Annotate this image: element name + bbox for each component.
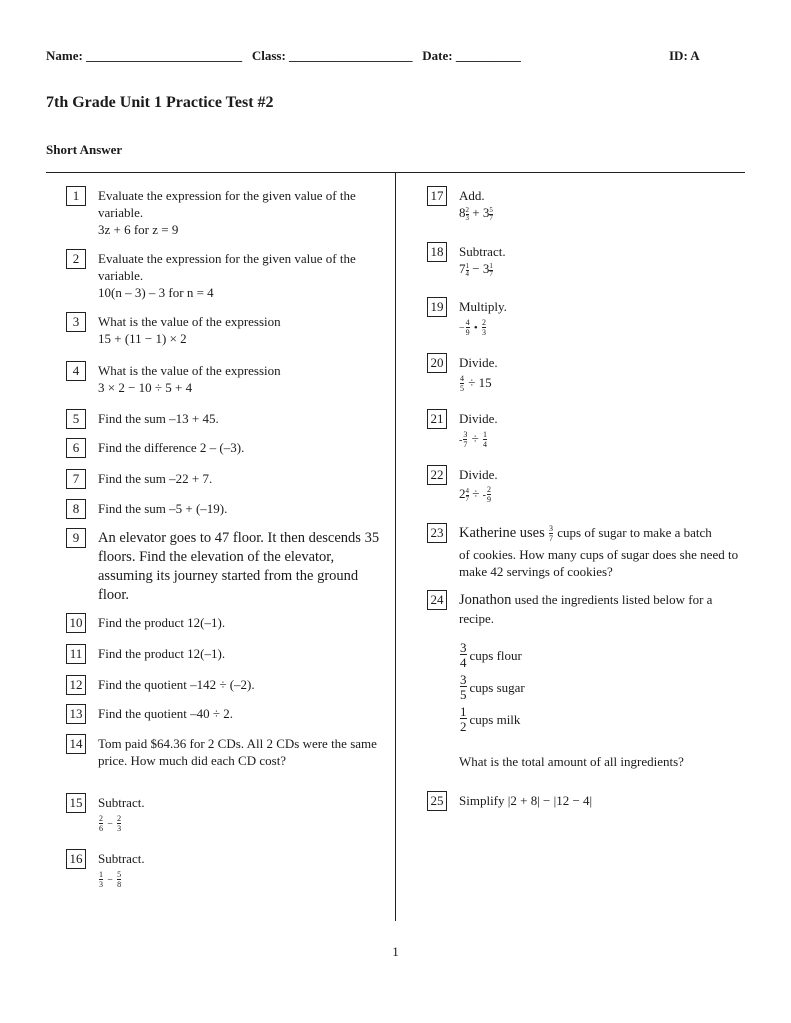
test-id: ID: A xyxy=(669,48,700,63)
question-text: Evaluate the expression for the given value of the variable. xyxy=(98,251,356,283)
question-expression: 2 $\frac{4}{7}$ ÷ - $\frac{2}{9}$ xyxy=(459,485,491,505)
question-text: Find the sum –5 + (–19). xyxy=(98,501,228,516)
question-label: Multiply. xyxy=(459,299,507,314)
question-expression: 15 + (11 − 1) × 2 xyxy=(98,331,187,346)
question-expression: $\frac{4}{5}$ ÷ 15 xyxy=(460,374,492,394)
fraction: $\frac{2}{3}$ xyxy=(482,318,486,338)
date-field[interactable]: Date: __________ xyxy=(422,48,521,63)
question-subprompt: What is the total amount of all ingredients? xyxy=(459,754,684,769)
question-label: Subtract. xyxy=(459,244,506,259)
question-text: What is the value of the expression xyxy=(98,363,281,378)
fraction: $\frac{4}{9}$ xyxy=(465,318,470,338)
question-expression: 8 $\frac{2}{3}$ + 3 $\frac{5}{7}$ xyxy=(459,205,493,222)
question-expression: − $\frac{4}{9}$ • $\frac{2}{3}$ xyxy=(459,318,486,338)
fraction: $\frac{2}{3}$ xyxy=(117,814,122,834)
question-expression: $\frac{2}{6}$ − $\frac{2}{3}$ xyxy=(99,814,122,834)
question-text-continued: of cookies. How many cups of sugar does she need to make 42 servings of cookies? xyxy=(459,547,739,580)
fraction: $\frac{1}{4}$ xyxy=(482,430,487,450)
question-number: 18 xyxy=(427,242,447,262)
class-field[interactable]: Class: ___________________ xyxy=(251,48,413,63)
question-number: 3 xyxy=(66,312,86,332)
question-text: An elevator goes to 47 floor. It then descends 35 floors. Find the elevation of the elevator, assuming its journey started from the ground floor. xyxy=(98,530,380,603)
fraction: $\frac{1}{2}$ xyxy=(460,704,467,734)
question-text: Evaluate the expression for the given value of the variable. xyxy=(98,188,356,220)
question-text: Find the sum –13 + 45. xyxy=(98,411,219,426)
ingredient-item: $\frac{1}{2}$ cups milk xyxy=(460,704,521,734)
question-number: 21 xyxy=(427,409,447,429)
page-title: 7th Grade Unit 1 Practice Test #2 xyxy=(46,94,274,111)
fraction: $\frac{3}{7}$ xyxy=(549,524,554,544)
question-text: Find the quotient –40 ÷ 2. xyxy=(98,706,233,721)
question-number: 23 xyxy=(427,523,447,543)
column-divider xyxy=(395,173,396,921)
header-fields xyxy=(46,48,521,64)
question-text: Simplify |2 + 8| − |12 − 4| xyxy=(459,793,593,808)
fraction: $\frac{3}{7}$ xyxy=(463,430,468,450)
question-expression: - $\frac{3}{7}$ ÷ $\frac{1}{4}$ xyxy=(459,430,487,450)
fraction: $\frac{3}{5}$ xyxy=(460,672,467,702)
question-number: 11 xyxy=(66,644,86,664)
question-text: What is the value of the expression xyxy=(98,314,281,329)
question-number: 1 xyxy=(66,186,86,206)
question-label: Divide. xyxy=(459,467,498,482)
question-expression: 10(n – 3) – 3 for n = 4 xyxy=(98,285,214,300)
question-number: 20 xyxy=(427,353,447,373)
fraction: $\frac{4}{5}$ xyxy=(460,374,464,394)
question-expression: $\frac{1}{3}$ − $\frac{5}{8}$ xyxy=(99,870,122,890)
question-text: Find the difference 2 – (–3). xyxy=(98,440,245,455)
question-number: 22 xyxy=(427,465,447,485)
question-text: Tom paid $64.36 for 2 CDs. All 2 CDs were the same price. How much did each CD cost? xyxy=(98,736,377,768)
question-number: 6 xyxy=(66,438,86,458)
question-number: 13 xyxy=(66,704,86,724)
question-expression: 3z + 6 for z = 9 xyxy=(98,222,179,237)
ingredient-item: $\frac{3}{5}$ cups sugar xyxy=(460,672,525,702)
question-number: 7 xyxy=(66,469,86,489)
question-number: 24 xyxy=(427,590,447,610)
question-text: Jonathon used the ingredients listed below for a recipe. xyxy=(459,592,713,626)
fraction: $\frac{5}{8}$ xyxy=(117,870,122,890)
question-label: Add. xyxy=(459,188,485,203)
section-heading: Short Answer xyxy=(46,142,123,157)
question-number: 25 xyxy=(427,791,447,811)
ingredient-item: $\frac{3}{4}$ cups flour xyxy=(460,640,522,670)
fraction: $\frac{2}{9}$ xyxy=(486,485,491,505)
question-label: Divide. xyxy=(459,411,498,426)
fraction: $\frac{2}{6}$ xyxy=(99,814,103,834)
question-expression: 7 $\frac{1}{4}$ − 3 $\frac{1}{7}$ xyxy=(459,261,493,278)
question-number: 19 xyxy=(427,297,447,317)
fraction: $\frac{3}{4}$ xyxy=(460,640,467,670)
question-number: 17 xyxy=(427,186,447,206)
page-number: 1 xyxy=(392,944,399,959)
question-number: 10 xyxy=(66,613,86,633)
question-number: 15 xyxy=(66,793,86,813)
question-text: Katherine uses $\frac{3}{7}$ cups of sugar to make a batch xyxy=(459,524,712,544)
question-text: Find the product 12(–1). xyxy=(98,615,226,630)
question-label: Subtract. xyxy=(98,795,145,810)
question-text: Find the product 12(–1). xyxy=(98,646,226,661)
question-number: 4 xyxy=(66,361,86,381)
question-label: Subtract. xyxy=(98,851,145,866)
question-number: 2 xyxy=(66,249,86,269)
question-number: 9 xyxy=(66,528,86,548)
question-text: Find the quotient –142 ÷ (–2). xyxy=(98,677,255,692)
question-expression: 3 × 2 − 10 ÷ 5 + 4 xyxy=(98,380,193,395)
ingredient-list xyxy=(459,641,749,733)
question-number: 16 xyxy=(66,849,86,869)
name-field[interactable]: Name: ________________________ xyxy=(46,48,243,63)
question-number: 12 xyxy=(66,675,86,695)
question-text: Find the sum –22 + 7. xyxy=(98,471,213,486)
fraction: $\frac{1}{3}$ xyxy=(99,870,103,890)
question-label: Divide. xyxy=(459,355,498,370)
question-number: 14 xyxy=(66,734,86,754)
question-number: 5 xyxy=(66,409,86,429)
question-number: 8 xyxy=(66,499,86,519)
